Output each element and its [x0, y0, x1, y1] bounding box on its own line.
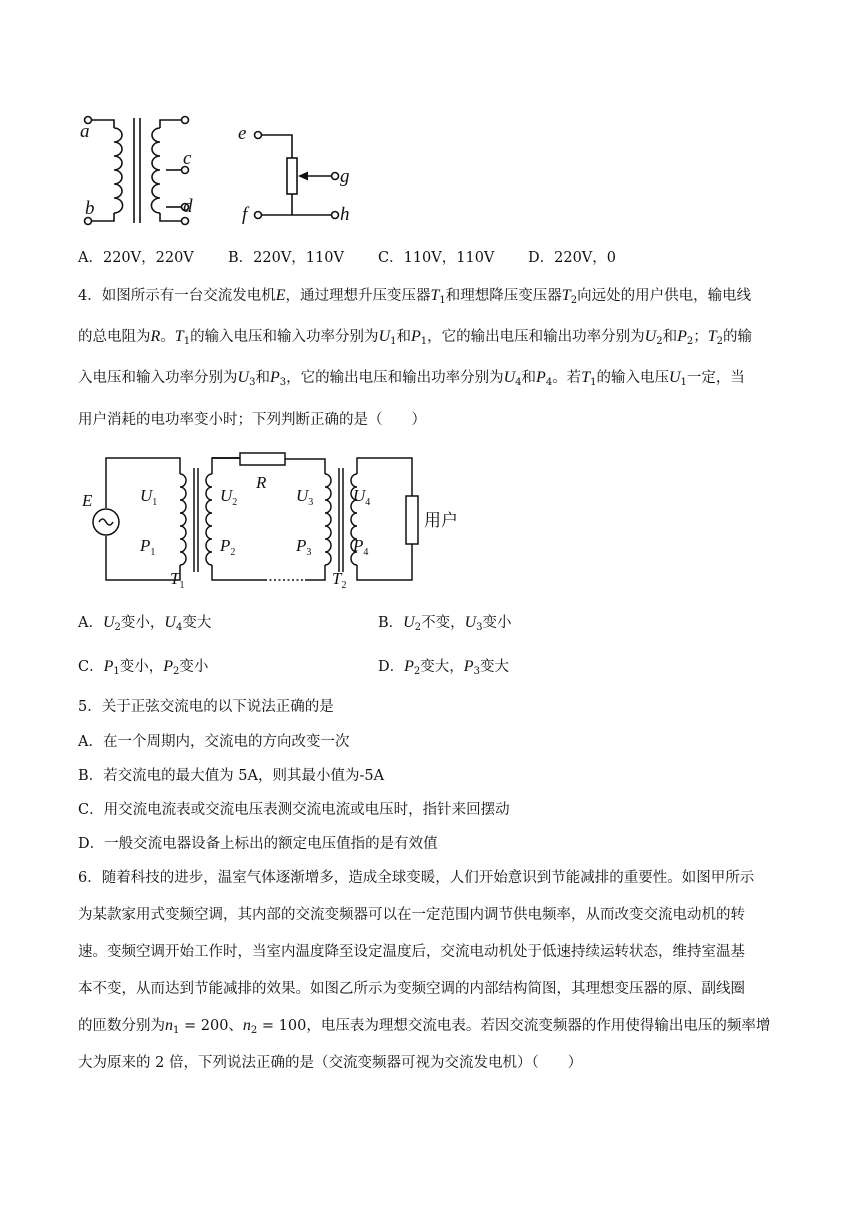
label-T1: $T_1$: [170, 569, 185, 591]
label-e: e: [238, 123, 247, 144]
label-a: a: [80, 121, 90, 142]
q3-option-a[interactable]: A．220V，220V: [78, 250, 194, 266]
label-U2: $U_2$: [220, 486, 238, 508]
label-T2: $T_2$: [332, 569, 347, 591]
label-P2: $P_2$: [220, 536, 236, 558]
q4-stem-line-1: 4．如图所示有一台交流发电机E，通过理想升压变压器$T_1$和理想降压变压器$T_2$向远处的用户供电，输电线: [78, 287, 752, 306]
q5-option-a[interactable]: A．在一个周期内，交流电的方向改变一次: [78, 734, 350, 750]
q3-option-c[interactable]: C．110V，110V: [378, 250, 495, 266]
label-g: g: [340, 166, 350, 187]
label-P4: $P_4$: [353, 536, 369, 558]
figure-power-transmission: [70, 446, 490, 594]
q5-option-d[interactable]: D．一般交流电器设备上标出的额定电压值指的是有效值: [78, 836, 438, 852]
q6-stem-line-4: 本不变，从而达到节能减排的效果。如图乙所示为变频空调的内部结构简图，其理想变压器的原、副线圈: [78, 981, 745, 997]
label-R: R: [256, 473, 267, 492]
label-U3: $U_3$: [296, 486, 314, 508]
q3-option-b[interactable]: B．220V，110V: [228, 250, 344, 266]
q6-stem-line-1: 6．随着科技的进步，温室气体逐渐增多，造成全球变暖，人们开始意识到节能减排的重要性。如图甲所示: [78, 870, 755, 886]
q4-stem-line-2: 的总电阻为R。$T_1$的输入电压和输入功率分别为$U_1$和$P_1$，它的输出电压和输出功率分别为$U_2$和$P_2$；$T_2$的输: [78, 328, 753, 347]
label-h: h: [340, 204, 350, 225]
label-b: b: [85, 198, 95, 219]
label-user: 用户: [424, 511, 458, 531]
q4-option-d[interactable]: D．$P_2$变大，$P_3$变大: [378, 658, 509, 677]
label-U1: $U_1$: [140, 486, 158, 508]
label-E: E: [82, 491, 93, 510]
q4-option-a[interactable]: A．$U_2$变小，$U_4$变大: [78, 614, 212, 633]
label-U4: $U_4$: [353, 486, 371, 508]
label-c: c: [183, 148, 192, 169]
q4-stem-line-4: 用户消耗的电功率变小时；下列判断正确的是（ ）: [78, 412, 426, 428]
q4-option-b[interactable]: B．$U_2$不变，$U_3$变小: [378, 614, 512, 633]
q4-stem-line-3: 入电压和输入功率分别为$U_3$和$P_3$，它的输出电压和输出功率分别为$U_4$和$P_4$。若$T_1$的输入电压$U_1$一定，当: [78, 369, 745, 388]
q6-stem-line-6: 大为原来的 2 倍，下列说法正确的是（交流变频器可视为交流发电机）（ ）: [78, 1055, 583, 1071]
label-P1: $P_1$: [140, 536, 156, 558]
label-d: d: [183, 196, 193, 217]
label-P3: $P_3$: [296, 536, 312, 558]
q5-option-b[interactable]: B．若交流电的最大值为 5A，则其最小值为-5A: [78, 768, 385, 784]
figure-transformer-potentiometer: [70, 108, 370, 233]
label-f: f: [242, 204, 248, 225]
q6-stem-line-5: 的匝数分别为$n_1 = 200$、$n_2 = 100$，电压表为理想交流电表。若因交流变频器的作用使得输出电压的频率增: [78, 1017, 771, 1036]
q5-option-c[interactable]: C．用交流电流表或交流电压表测交流电流或电压时，指针来回摆动: [78, 802, 510, 818]
q6-stem-line-3: 速。变频空调开始工作时，当室内温度降至设定温度后，交流电动机处于低速持续运转状态，维持室温基: [78, 944, 745, 960]
q3-option-d[interactable]: D．220V，0: [528, 250, 616, 266]
q5-stem: 5．关于正弦交流电的以下说法正确的是: [78, 699, 334, 715]
q6-stem-line-2: 为某款家用式变频空调，其内部的交流变频器可以在一定范围内调节供电频率，从而改变交流电动机的转: [78, 907, 745, 923]
q4-option-c[interactable]: C．$P_1$变小，$P_2$变小: [78, 658, 209, 677]
